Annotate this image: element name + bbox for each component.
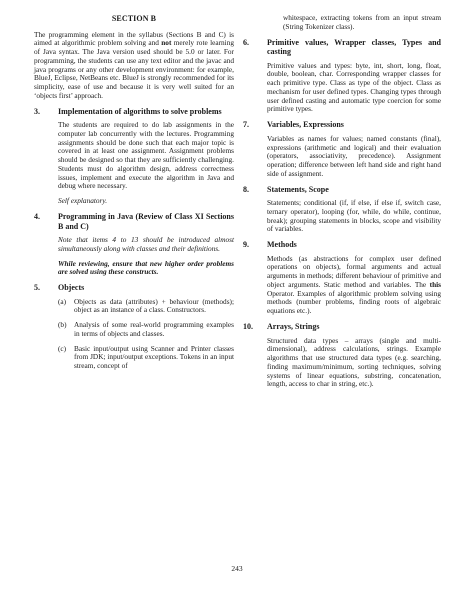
sub-text: Objects as data (attributes) + behaviour (methods); object as an instance of a class. Constructors. (74, 296, 234, 315)
item-number: 5. (34, 283, 40, 293)
item-title: Arrays, Strings (267, 321, 320, 331)
item-4-emphasis: While reviewing, ensure that new higher order problems are solved using these constructs. (58, 258, 234, 277)
page-number: 243 (231, 564, 243, 573)
item-title: Implementation of algorithms to solve problems (58, 106, 222, 116)
item-3-note: Self explanatory. (58, 196, 108, 206)
sub-label: (b) (58, 320, 67, 330)
item-10-body: Structured data types – arrays (single and multi-dimensional), address calculations, strings. Example algorithms that use structured data types (e.g. searching, finding maximum/minimum, sorting techniques, solving systems of linear equations, substring, concatenation, length, access to char in string, etc.). (267, 335, 441, 389)
item-number: 3. (34, 106, 40, 116)
item-5-sub-c-continued: whitespace, extracting tokens from an input stream (String Tokenizer class). (283, 13, 441, 31)
item-9-bold: this (429, 279, 441, 289)
item-9-body (267, 255, 441, 316)
item-9-text-1: Methods (as abstractions for complex user defined operations on objects), formal arguments and actual arguments in methods; different behaviour of primitive and object arguments. Static method and variables. The (267, 253, 441, 289)
sub-text: Basic input/output using Scanner and Printer classes from JDK; input/output exceptions. Tokens in an input stream, concept of (74, 343, 234, 371)
item-7-heading (243, 120, 441, 130)
item-number: 4. (34, 211, 40, 221)
item-title: Methods (267, 240, 297, 250)
item-9-text-2: Operator. Examples of algorithmic problem solving using methods (number problems, finding roots of algebraic equations etc.). (267, 288, 441, 316)
item-title: Objects (58, 283, 85, 293)
right-column (243, 14, 441, 395)
item-7-body: Variables as names for values; named constants (final), expressions (arithmetic and logical) and their evaluation (operators, associativity, precedence). Assignment operation; difference between left hand side and right hand side of assignment. (267, 133, 441, 178)
left-column (34, 14, 234, 377)
item-title: Primitive values, Wrapper classes, Types and casting (267, 37, 441, 57)
item-5-heading (34, 283, 234, 293)
item-number: 8. (243, 184, 249, 194)
item-number: 7. (243, 120, 249, 130)
item-title: Variables, Expressions (267, 120, 344, 130)
item-title: Statements, Scope (267, 184, 329, 194)
item-number: 6. (243, 37, 249, 47)
item-3-body: The students are required to do lab assignments in the computer lab concurrently with the lectures. Programming assignments should be done such that each major topic is covered in at least one assignment. Assignment problems should be designed so that they are sufficiently challenging. Students must do algorithm design, address correctness issues, implement and execute the algorithm in Java and debug where necessary. (58, 120, 234, 191)
item-title: Programming in Java (Review of Class XI Sections B and C) (58, 211, 234, 231)
item-6-body: Primitive values and types: byte, int, short, long, float, double, boolean, char. Corresponding wrapper classes for each primitive type. Class as type of the object. Class as mechanism for user defined types. Changing types through user defined casting and automatic type coercion for some primitive types. (267, 60, 441, 114)
item-number: 9. (243, 240, 249, 250)
sub-label: (a) (58, 296, 67, 306)
section-title: SECTION B (111, 14, 157, 23)
intro-text-2: merely rote learning of Java syntax. The Java version used should be 5.0 or later. For programming, the students can use any text editor and the javac and java programs or any other development environment: for example, BlueJ, Eclipse, NetBeans etc. BlueJ is strongly recommended for its simplicity, ease of use and because it is very well suited for an ‘objects first’ approach. (34, 38, 234, 100)
intro-text-1: The programming element in the syllabus (Sections B and C) is aimed at algorithmic problem solving and (34, 29, 234, 48)
item-3-heading (34, 107, 234, 117)
intro-bold: not (161, 38, 172, 48)
item-5-sub-c (58, 345, 234, 371)
item-4-heading (34, 212, 234, 231)
item-5-sub-b (58, 321, 234, 339)
item-4-note: Note that items 4 to 13 should be introduced almost simultaneously along with classes and their definitions. (58, 235, 234, 253)
item-8-heading (243, 185, 441, 195)
item-10-heading (243, 322, 441, 332)
item-6-heading (243, 38, 441, 57)
item-8-body: Statements; conditional (if, if else, if else if, switch case, ternary operator), looping (for, while, do while, continue, break); grouping statements in blocks, scope and visibility of variables. (267, 198, 441, 234)
item-9-heading (243, 240, 441, 250)
intro-paragraph (34, 31, 234, 101)
sub-text: Analysis of some real-world programming examples in terms of objects and classes. (74, 320, 234, 338)
item-number: 10. (243, 321, 253, 331)
item-5-sub-a (58, 298, 234, 316)
sub-label: (c) (58, 343, 67, 353)
